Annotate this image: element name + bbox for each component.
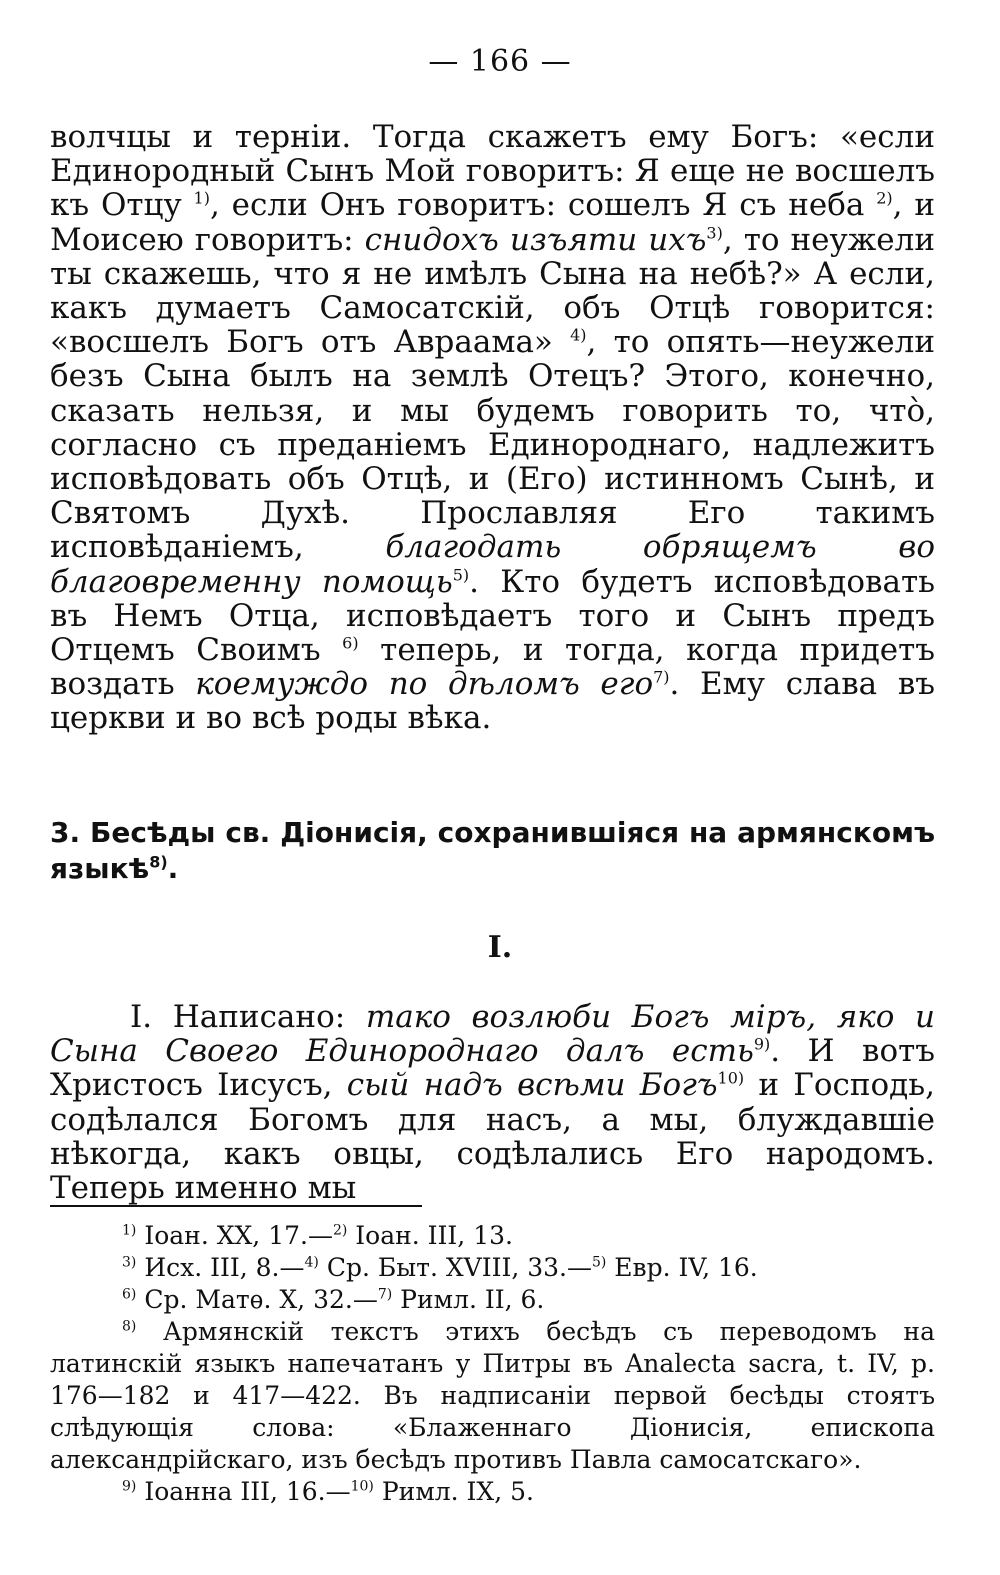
- paragraph-1: [50, 120, 935, 736]
- text-run: , если Онъ говоритъ: сошелъ Я съ неба: [209, 187, 877, 224]
- quotation-italic: тако возлюби Богъ міръ, яко и Сына Своего Единороднаго далъ есть: [50, 999, 935, 1070]
- footnote-text: Евр. IV, 16.: [606, 1253, 758, 1282]
- quotation-italic: снидохъ изъяти ихъ: [364, 221, 707, 258]
- footnote-text: Римл. IX, 5.: [373, 1477, 534, 1506]
- footnote-ref: 7): [653, 667, 670, 687]
- footnote-line-1: [50, 1220, 935, 1252]
- footnote-text: Исх. III, 8.—: [136, 1253, 305, 1282]
- quotation-italic: сый надъ всѣми Богъ: [346, 1067, 718, 1104]
- footnote-marker: 5): [591, 1254, 607, 1271]
- footnote-ref: 2): [876, 189, 893, 209]
- footnote-marker: 4): [304, 1254, 319, 1271]
- text-run: , и Моисею говоритъ:: [50, 187, 936, 258]
- footnotes: [50, 1220, 935, 1508]
- section-title: 3. Бесѣды св. Діонисія, сохранившіяся на армянскомъ языкѣ: [50, 816, 935, 885]
- text-run: . Кто будетъ исповѣдовать въ Немъ Отца, исповѣдаетъ того и Сынъ предъ Отцемъ Своимъ: [50, 563, 935, 669]
- footnote-ref: 6): [342, 633, 359, 653]
- text-run: , то неужели ты скажешь, что я не имѣлъ Сына на небѣ?» А если, какъ думаетъ Самосатскій, объ Отцѣ говорится: «восшелъ Богъ отъ Авраама»: [50, 221, 935, 361]
- footnote-marker: 1): [122, 1222, 137, 1239]
- section-title-end: .: [167, 852, 179, 885]
- footnote-ref: 10): [717, 1069, 745, 1089]
- quotation-italic: коемуждо по дѣломъ его: [195, 666, 654, 703]
- footnote-text: Ср. Матѳ. X, 32.—: [136, 1285, 378, 1314]
- section-heading: [50, 815, 935, 887]
- footnote-marker: 7): [377, 1286, 393, 1303]
- footnote-separator: [50, 1205, 422, 1207]
- footnote-8: [50, 1316, 935, 1476]
- footnote-line-2: [50, 1252, 935, 1284]
- footnote-marker: 10): [350, 1478, 374, 1495]
- footnote-ref: 3): [706, 223, 723, 243]
- footnote-text: Ср. Быт. XVIII, 33.—: [318, 1253, 592, 1282]
- footnote-text: Іоан. XX, 17.—: [136, 1221, 333, 1250]
- footnote-marker: 3): [122, 1254, 137, 1271]
- footnote-text: Іоанна III, 16.—: [136, 1477, 351, 1506]
- text-run: теперь, и тогда, когда придетъ воздать: [50, 632, 935, 703]
- text-run: . И вотъ Христосъ Іисусъ,: [50, 1033, 935, 1104]
- footnote-text: Іоан. III, 13.: [347, 1221, 513, 1250]
- footnote-ref: 9): [753, 1034, 771, 1054]
- footnote-marker: 6): [122, 1286, 137, 1303]
- footnote-text: Римл. II, 6.: [392, 1285, 545, 1314]
- footnote-marker: 9): [122, 1478, 137, 1495]
- footnote-line-5: [50, 1476, 935, 1508]
- text-run: , то опять—неужели безъ Сына былъ на землѣ Отецъ? Этого, конечно, сказать нельзя, и мы будемъ говорить то, что̀, согласно съ преданіемъ Единороднаго, надлежитъ исповѣдовать объ Отцѣ, и (Его) истинномъ Сынѣ, и Святомъ Духѣ. Прославляя Его такимъ исповѣданіемъ,: [50, 324, 936, 566]
- page-number: — 166 —: [428, 44, 572, 79]
- footnote-text: Армянскій текстъ этихъ бесѣдъ съ переводомъ на латинскій языкъ напечатанъ у Питры въ Analecta sacra, t. IV, p. 176—182 и 417—422. Въ надписаніи первой бесѣды стоятъ слѣдующія слова: «Блаженнаго Діонисія, епископа александрійскаго, изъ бесѣдъ противъ Павла самосатскаго».: [50, 1317, 935, 1474]
- footnote-line-3: [50, 1284, 935, 1316]
- text-run: и Господь, содѣлался Богомъ для насъ, а мы, блуждавшіе нѣкогда, какъ овцы, содѣлались Его народомъ. Теперь именно мы: [50, 1067, 935, 1207]
- paragraph-2: [50, 1000, 935, 1205]
- text-run: I. Написано:: [130, 999, 366, 1035]
- quotation-italic: благодать обрящемъ во благовременну помощь: [50, 529, 935, 600]
- text-run: волчцы и терніи. Тогда скажетъ ему Богъ: «если Единородный Сынъ Мой говоритъ: Я еще не восшелъ къ Отцу: [50, 119, 935, 224]
- footnote-ref: 8): [149, 852, 168, 872]
- text-run: . Ему слава въ церкви и во всѣ роды вѣка.: [50, 666, 936, 737]
- footnote-marker: 2): [332, 1222, 348, 1239]
- subsection-number: I.: [487, 930, 513, 965]
- footnote-ref: 5): [452, 565, 470, 585]
- footnote-marker: 8): [122, 1318, 137, 1335]
- footnote-ref: 1): [193, 189, 210, 209]
- footnote-ref: 4): [570, 325, 587, 345]
